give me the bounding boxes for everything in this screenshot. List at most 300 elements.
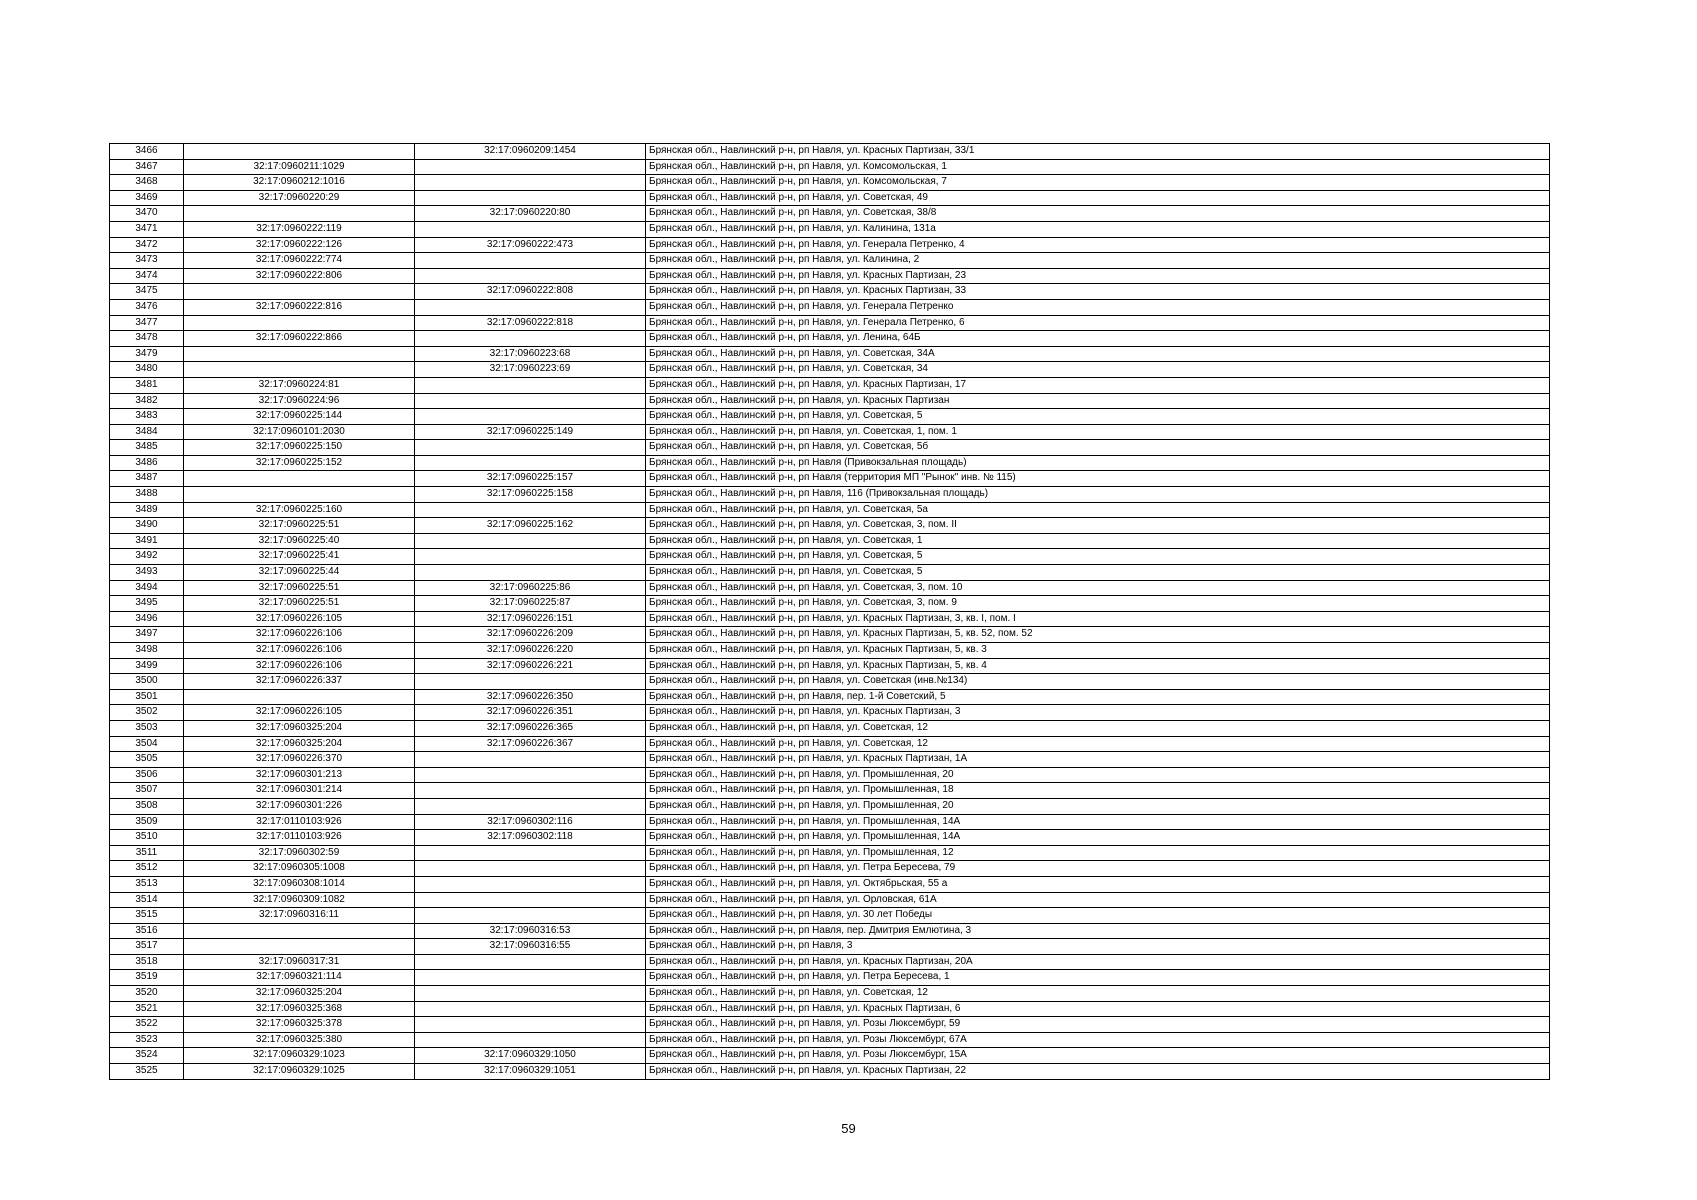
table-row [110,674,1550,690]
address-cell: Брянская обл., Навлинский р-н, рп Навля, ул. Советская, 5б [646,440,1550,456]
table-row [110,393,1550,409]
row-number-cell: 3484 [110,424,184,440]
cadastral-number-cell: 32:17:0960225:144 [184,409,415,425]
address-cell: Брянская обл., Навлинский р-н, рп Навля, ул. Красных Партизан, 5, кв. 3 [646,643,1550,659]
table-row [110,720,1550,736]
table-row [110,1032,1550,1048]
row-number-cell: 3499 [110,658,184,674]
address-cell: Брянская обл., Навлинский р-н, рп Навля, ул. Красных Партизан, 3, кв. I, пом. I [646,611,1550,627]
address-cell: Брянская обл., Навлинский р-н, рп Навля, ул. Промышленная, 20 [646,798,1550,814]
row-number-cell: 3512 [110,861,184,877]
object-cadastral-number-cell: 32:17:0960225:87 [415,596,646,612]
table-row [110,455,1550,471]
object-cadastral-number-cell: 32:17:0960209:1454 [415,144,646,160]
property-registry-table [109,143,1550,1080]
address-cell: Брянская обл., Навлинский р-н, рп Навля, ул. Розы Люксембург, 67А [646,1032,1550,1048]
row-number-cell: 3516 [110,923,184,939]
row-number-cell: 3500 [110,674,184,690]
address-cell: Брянская обл., Навлинский р-н, рп Навля, ул. Октябрьская, 55 а [646,876,1550,892]
object-cadastral-number-cell [415,409,646,425]
address-cell: Брянская обл., Навлинский р-н, рп Навля, ул. Генерала Петренко, 4 [646,237,1550,253]
row-number-cell: 3505 [110,752,184,768]
address-cell: Брянская обл., Навлинский р-н, рп Навля, ул. Красных Партизан, 22 [646,1064,1550,1080]
address-cell: Брянская обл., Навлинский р-н, рп Навля, ул. Ленина, 64Б [646,331,1550,347]
row-number-cell: 3498 [110,643,184,659]
cadastral-number-cell [184,206,415,222]
table-row [110,253,1550,269]
row-number-cell: 3472 [110,237,184,253]
row-number-cell: 3486 [110,455,184,471]
cadastral-number-cell: 32:17:0960301:213 [184,767,415,783]
table-row [110,409,1550,425]
address-cell: Брянская обл., Навлинский р-н, рп Навля, ул. Петра Бересева, 79 [646,861,1550,877]
address-cell: Брянская обл., Навлинский р-н, рп Навля, ул. Красных Партизан, 20А [646,954,1550,970]
table-row [110,783,1550,799]
address-cell: Брянская обл., Навлинский р-н, рп Навля, ул. Советская, 38/8 [646,206,1550,222]
cadastral-number-cell: 32:17:0960220:29 [184,190,415,206]
row-number-cell: 3495 [110,596,184,612]
object-cadastral-number-cell [415,876,646,892]
address-cell: Брянская обл., Навлинский р-н, рп Навля, ул. Советская, 5а [646,502,1550,518]
row-number-cell: 3497 [110,627,184,643]
address-cell: Брянская обл., Навлинский р-н, рп Навля, ул. Советская, 5 [646,565,1550,581]
page-number: 59 [841,1121,856,1136]
row-number-cell: 3487 [110,471,184,487]
table-row [110,549,1550,565]
object-cadastral-number-cell [415,970,646,986]
row-number-cell: 3507 [110,783,184,799]
object-cadastral-number-cell: 32:17:0960329:1050 [415,1048,646,1064]
object-cadastral-number-cell: 32:17:0960223:68 [415,346,646,362]
cadastral-number-cell: 32:17:0960305:1008 [184,861,415,877]
table-row [110,518,1550,534]
cadastral-number-cell: 32:17:0960212:1016 [184,175,415,191]
table-row [110,814,1550,830]
row-number-cell: 3471 [110,221,184,237]
table-row [110,237,1550,253]
address-cell: Брянская обл., Навлинский р-н, рп Навля, ул. Калинина, 131а [646,221,1550,237]
cadastral-number-cell: 32:17:0960325:380 [184,1032,415,1048]
address-cell: Брянская обл., Навлинский р-н, рп Навля, ул. Красных Партизан, 5, кв. 52, пом. 52 [646,627,1550,643]
address-cell: Брянская обл., Навлинский р-н, рп Навля, ул. Красных Партизан, 17 [646,377,1550,393]
cadastral-number-cell: 32:17:0960325:204 [184,736,415,752]
table-row [110,939,1550,955]
cadastral-number-cell: 32:17:0110103:926 [184,830,415,846]
table-row [110,424,1550,440]
cadastral-number-cell [184,315,415,331]
object-cadastral-number-cell [415,1017,646,1033]
table-row [110,159,1550,175]
object-cadastral-number-cell [415,393,646,409]
row-number-cell: 3506 [110,767,184,783]
object-cadastral-number-cell: 32:17:0960226:151 [415,611,646,627]
object-cadastral-number-cell [415,440,646,456]
table-row [110,876,1550,892]
address-cell: Брянская обл., Навлинский р-н, рп Навля, 3 [646,939,1550,955]
address-cell: Брянская обл., Навлинский р-н, рп Навля, ул. Красных Партизан, 5, кв. 4 [646,658,1550,674]
cadastral-number-cell: 32:17:0960309:1082 [184,892,415,908]
object-cadastral-number-cell: 32:17:0960226:221 [415,658,646,674]
object-cadastral-number-cell: 32:17:0960316:55 [415,939,646,955]
address-cell: Брянская обл., Навлинский р-н, рп Навля, ул. Красных Партизан, 33 [646,284,1550,300]
address-cell: Брянская обл., Навлинский р-н, рп Навля, пер. Дмитрия Емлютина, 3 [646,923,1550,939]
row-number-cell: 3513 [110,876,184,892]
table-row [110,752,1550,768]
cadastral-number-cell: 32:17:0960222:119 [184,221,415,237]
cadastral-number-cell: 32:17:0960225:152 [184,455,415,471]
object-cadastral-number-cell [415,752,646,768]
address-cell: Брянская обл., Навлинский р-н, рп Навля, 116 (Привокзальная площадь) [646,487,1550,503]
table-row [110,627,1550,643]
address-cell: Брянская обл., Навлинский р-н, рп Навля, ул. Промышленная, 14А [646,814,1550,830]
cadastral-number-cell: 32:17:0960225:41 [184,549,415,565]
row-number-cell: 3483 [110,409,184,425]
object-cadastral-number-cell [415,565,646,581]
object-cadastral-number-cell: 32:17:0960222:473 [415,237,646,253]
cadastral-number-cell: 32:17:0960225:51 [184,580,415,596]
cadastral-number-cell: 32:17:0960222:806 [184,268,415,284]
row-number-cell: 3524 [110,1048,184,1064]
object-cadastral-number-cell [415,455,646,471]
row-number-cell: 3514 [110,892,184,908]
table-row [110,175,1550,191]
row-number-cell: 3476 [110,299,184,315]
object-cadastral-number-cell [415,674,646,690]
cadastral-number-cell: 32:17:0960222:126 [184,237,415,253]
address-cell: Брянская обл., Навлинский р-н, рп Навля, ул. Советская, 3, пом. 9 [646,596,1550,612]
row-number-cell: 3475 [110,284,184,300]
cadastral-number-cell: 32:17:0960222:816 [184,299,415,315]
address-cell: Брянская обл., Навлинский р-н, рп Навля, пер. 1-й Советский, 5 [646,689,1550,705]
address-cell: Брянская обл., Навлинский р-н, рп Навля, ул. Красных Партизан, 1А [646,752,1550,768]
object-cadastral-number-cell [415,845,646,861]
cadastral-number-cell [184,144,415,160]
object-cadastral-number-cell: 32:17:0960226:365 [415,720,646,736]
cadastral-number-cell: 32:17:0960225:51 [184,596,415,612]
table-row [110,190,1550,206]
row-number-cell: 3480 [110,362,184,378]
object-cadastral-number-cell [415,221,646,237]
cadastral-number-cell: 32:17:0960225:40 [184,533,415,549]
table-row [110,1064,1550,1080]
table-row [110,440,1550,456]
address-cell: Брянская обл., Навлинский р-н, рп Навля, ул. Советская, 5 [646,549,1550,565]
row-number-cell: 3501 [110,689,184,705]
object-cadastral-number-cell: 32:17:0960226:367 [415,736,646,752]
cadastral-number-cell: 32:17:0960101:2030 [184,424,415,440]
cadastral-number-cell: 32:17:0960329:1025 [184,1064,415,1080]
address-cell: Брянская обл., Навлинский р-н, рп Навля, ул. Красных Партизан [646,393,1550,409]
table-row [110,362,1550,378]
address-cell: Брянская обл., Навлинский р-н, рп Навля, ул. Советская, 34 [646,362,1550,378]
object-cadastral-number-cell [415,783,646,799]
row-number-cell: 3490 [110,518,184,534]
table-row [110,798,1550,814]
cadastral-number-cell: 32:17:0960325:378 [184,1017,415,1033]
object-cadastral-number-cell: 32:17:0960226:350 [415,689,646,705]
object-cadastral-number-cell: 32:17:0960225:162 [415,518,646,534]
address-cell: Брянская обл., Навлинский р-н, рп Навля, ул. Красных Партизан, 3 [646,705,1550,721]
object-cadastral-number-cell [415,798,646,814]
object-cadastral-number-cell: 32:17:0960222:808 [415,284,646,300]
table-row [110,471,1550,487]
table-row [110,1048,1550,1064]
address-cell: Брянская обл., Навлинский р-н, рп Навля, ул. Розы Люксембург, 59 [646,1017,1550,1033]
table-row [110,284,1550,300]
object-cadastral-number-cell: 32:17:0960302:118 [415,830,646,846]
table-row [110,892,1550,908]
cadastral-number-cell [184,362,415,378]
row-number-cell: 3493 [110,565,184,581]
table-row [110,268,1550,284]
table-row [110,144,1550,160]
cadastral-number-cell [184,284,415,300]
object-cadastral-number-cell: 32:17:0960329:1051 [415,1064,646,1080]
row-number-cell: 3478 [110,331,184,347]
address-cell: Брянская обл., Навлинский р-н, рп Навля, ул. Красных Партизан, 33/1 [646,144,1550,160]
table-row [110,767,1550,783]
address-cell: Брянская обл., Навлинский р-н, рп Навля, ул. Промышленная, 18 [646,783,1550,799]
address-cell: Брянская обл., Навлинский р-н, рп Навля (Привокзальная площадь) [646,455,1550,471]
cadastral-number-cell [184,689,415,705]
cadastral-number-cell: 32:17:0960224:81 [184,377,415,393]
object-cadastral-number-cell: 32:17:0960225:157 [415,471,646,487]
row-number-cell: 3519 [110,970,184,986]
row-number-cell: 3473 [110,253,184,269]
table-row [110,689,1550,705]
cadastral-number-cell [184,471,415,487]
cadastral-number-cell: 32:17:0960225:150 [184,440,415,456]
address-cell: Брянская обл., Навлинский р-н, рп Навля, ул. Советская, 5 [646,409,1550,425]
object-cadastral-number-cell [415,533,646,549]
cadastral-number-cell: 32:17:0960325:204 [184,986,415,1002]
object-cadastral-number-cell [415,331,646,347]
table-row [110,658,1550,674]
address-cell: Брянская обл., Навлинский р-н, рп Навля, ул. Калинина, 2 [646,253,1550,269]
object-cadastral-number-cell [415,954,646,970]
cadastral-number-cell: 32:17:0110103:926 [184,814,415,830]
object-cadastral-number-cell [415,190,646,206]
cadastral-number-cell: 32:17:0960316:11 [184,908,415,924]
cadastral-number-cell: 32:17:0960325:368 [184,1001,415,1017]
row-number-cell: 3521 [110,1001,184,1017]
row-number-cell: 3481 [110,377,184,393]
table-row [110,845,1550,861]
address-cell: Брянская обл., Навлинский р-н, рп Навля, ул. Красных Партизан, 6 [646,1001,1550,1017]
cadastral-number-cell [184,923,415,939]
row-number-cell: 3515 [110,908,184,924]
table-row [110,377,1550,393]
object-cadastral-number-cell: 32:17:0960316:53 [415,923,646,939]
row-number-cell: 3503 [110,720,184,736]
address-cell: Брянская обл., Навлинский р-н, рп Навля (территория МП "Рынок" инв. № 115) [646,471,1550,487]
object-cadastral-number-cell [415,159,646,175]
object-cadastral-number-cell [415,1032,646,1048]
object-cadastral-number-cell [415,549,646,565]
row-number-cell: 3466 [110,144,184,160]
cadastral-number-cell [184,346,415,362]
object-cadastral-number-cell: 32:17:0960226:209 [415,627,646,643]
address-cell: Брянская обл., Навлинский р-н, рп Навля, ул. Советская, 49 [646,190,1550,206]
row-number-cell: 3523 [110,1032,184,1048]
table-row [110,533,1550,549]
row-number-cell: 3520 [110,986,184,1002]
table-row [110,736,1550,752]
table-row [110,705,1550,721]
table-row [110,502,1550,518]
row-number-cell: 3517 [110,939,184,955]
object-cadastral-number-cell [415,767,646,783]
row-number-cell: 3482 [110,393,184,409]
table-row [110,221,1550,237]
row-number-cell: 3510 [110,830,184,846]
address-cell: Брянская обл., Навлинский р-н, рп Навля, ул. Советская, 3, пом. II [646,518,1550,534]
object-cadastral-number-cell [415,1001,646,1017]
table-row [110,643,1550,659]
address-cell: Брянская обл., Навлинский р-н, рп Навля, ул. Петра Бересева, 1 [646,970,1550,986]
cadastral-number-cell: 32:17:0960226:105 [184,705,415,721]
cadastral-number-cell: 32:17:0960225:44 [184,565,415,581]
object-cadastral-number-cell [415,502,646,518]
cadastral-number-cell: 32:17:0960302:59 [184,845,415,861]
object-cadastral-number-cell [415,253,646,269]
registry-table-body [110,144,1550,1080]
table-row [110,315,1550,331]
cadastral-number-cell: 32:17:0960301:214 [184,783,415,799]
object-cadastral-number-cell: 32:17:0960225:158 [415,487,646,503]
row-number-cell: 3492 [110,549,184,565]
cadastral-number-cell: 32:17:0960226:106 [184,643,415,659]
cadastral-number-cell: 32:17:0960226:106 [184,658,415,674]
row-number-cell: 3489 [110,502,184,518]
table-row [110,487,1550,503]
cadastral-number-cell: 32:17:0960224:96 [184,393,415,409]
row-number-cell: 3470 [110,206,184,222]
object-cadastral-number-cell [415,861,646,877]
address-cell: Брянская обл., Навлинский р-н, рп Навля, ул. Советская, 1, пом. 1 [646,424,1550,440]
address-cell: Брянская обл., Навлинский р-н, рп Навля, ул. Комсомольская, 1 [646,159,1550,175]
cadastral-number-cell: 32:17:0960225:160 [184,502,415,518]
object-cadastral-number-cell: 32:17:0960225:149 [415,424,646,440]
table-row [110,1017,1550,1033]
row-number-cell: 3494 [110,580,184,596]
cadastral-number-cell: 32:17:0960226:106 [184,627,415,643]
object-cadastral-number-cell [415,175,646,191]
object-cadastral-number-cell: 32:17:0960302:116 [415,814,646,830]
table-row [110,565,1550,581]
table-row [110,206,1550,222]
object-cadastral-number-cell [415,892,646,908]
object-cadastral-number-cell [415,299,646,315]
table-row [110,580,1550,596]
table-row [110,954,1550,970]
table-row [110,986,1550,1002]
table-row [110,596,1550,612]
address-cell: Брянская обл., Навлинский р-н, рп Навля, ул. Советская, 12 [646,986,1550,1002]
address-cell: Брянская обл., Навлинский р-н, рп Навля, ул. Орловская, 61А [646,892,1550,908]
table-row [110,923,1550,939]
row-number-cell: 3504 [110,736,184,752]
address-cell: Брянская обл., Навлинский р-н, рп Навля, ул. Промышленная, 14А [646,830,1550,846]
address-cell: Брянская обл., Навлинский р-н, рп Навля, ул. Генерала Петренко, 6 [646,315,1550,331]
row-number-cell: 3509 [110,814,184,830]
table-row [110,861,1550,877]
cadastral-number-cell: 32:17:0960321:114 [184,970,415,986]
row-number-cell: 3511 [110,845,184,861]
cadastral-number-cell: 32:17:0960226:370 [184,752,415,768]
address-cell: Брянская обл., Навлинский р-н, рп Навля, ул. Советская, 12 [646,720,1550,736]
row-number-cell: 3467 [110,159,184,175]
table-row [110,346,1550,362]
table-row [110,830,1550,846]
cadastral-number-cell [184,939,415,955]
object-cadastral-number-cell: 32:17:0960223:69 [415,362,646,378]
cadastral-number-cell: 32:17:0960317:31 [184,954,415,970]
table-row [110,970,1550,986]
cadastral-number-cell: 32:17:0960211:1029 [184,159,415,175]
row-number-cell: 3525 [110,1064,184,1080]
object-cadastral-number-cell: 32:17:0960225:86 [415,580,646,596]
object-cadastral-number-cell [415,986,646,1002]
cadastral-number-cell: 32:17:0960226:105 [184,611,415,627]
row-number-cell: 3485 [110,440,184,456]
cadastral-number-cell: 32:17:0960301:226 [184,798,415,814]
address-cell: Брянская обл., Навлинский р-н, рп Навля, ул. Советская, 12 [646,736,1550,752]
table-row [110,1001,1550,1017]
address-cell: Брянская обл., Навлинский р-н, рп Навля, ул. Промышленная, 12 [646,845,1550,861]
cadastral-number-cell: 32:17:0960329:1023 [184,1048,415,1064]
cadastral-number-cell: 32:17:0960222:774 [184,253,415,269]
object-cadastral-number-cell [415,377,646,393]
row-number-cell: 3522 [110,1017,184,1033]
cadastral-number-cell: 32:17:0960308:1014 [184,876,415,892]
address-cell: Брянская обл., Навлинский р-н, рп Навля, ул. Генерала Петренко [646,299,1550,315]
row-number-cell: 3468 [110,175,184,191]
table-row [110,611,1550,627]
row-number-cell: 3502 [110,705,184,721]
address-cell: Брянская обл., Навлинский р-н, рп Навля, ул. Советская, 34А [646,346,1550,362]
address-cell: Брянская обл., Навлинский р-н, рп Навля, ул. Красных Партизан, 23 [646,268,1550,284]
cadastral-number-cell: 32:17:0960225:51 [184,518,415,534]
address-cell: Брянская обл., Навлинский р-н, рп Навля, ул. Комсомольская, 7 [646,175,1550,191]
address-cell: Брянская обл., Навлинский р-н, рп Навля, ул. 30 лет Победы [646,908,1550,924]
object-cadastral-number-cell: 32:17:0960220:80 [415,206,646,222]
object-cadastral-number-cell [415,268,646,284]
table-row [110,299,1550,315]
cadastral-number-cell: 32:17:0960325:204 [184,720,415,736]
row-number-cell: 3518 [110,954,184,970]
address-cell: Брянская обл., Навлинский р-н, рп Навля, ул. Советская, 3, пом. 10 [646,580,1550,596]
row-number-cell: 3479 [110,346,184,362]
row-number-cell: 3508 [110,798,184,814]
table-row [110,331,1550,347]
object-cadastral-number-cell: 32:17:0960226:220 [415,643,646,659]
row-number-cell: 3491 [110,533,184,549]
address-cell: Брянская обл., Навлинский р-н, рп Навля, ул. Советская, 1 [646,533,1550,549]
object-cadastral-number-cell [415,908,646,924]
object-cadastral-number-cell: 32:17:0960226:351 [415,705,646,721]
address-cell: Брянская обл., Навлинский р-н, рп Навля, ул. Промышленная, 20 [646,767,1550,783]
row-number-cell: 3488 [110,487,184,503]
cadastral-number-cell [184,487,415,503]
row-number-cell: 3477 [110,315,184,331]
table-row [110,908,1550,924]
row-number-cell: 3496 [110,611,184,627]
row-number-cell: 3469 [110,190,184,206]
cadastral-number-cell: 32:17:0960226:337 [184,674,415,690]
object-cadastral-number-cell: 32:17:0960222:818 [415,315,646,331]
address-cell: Брянская обл., Навлинский р-н, рп Навля, ул. Советская (инв.№134) [646,674,1550,690]
